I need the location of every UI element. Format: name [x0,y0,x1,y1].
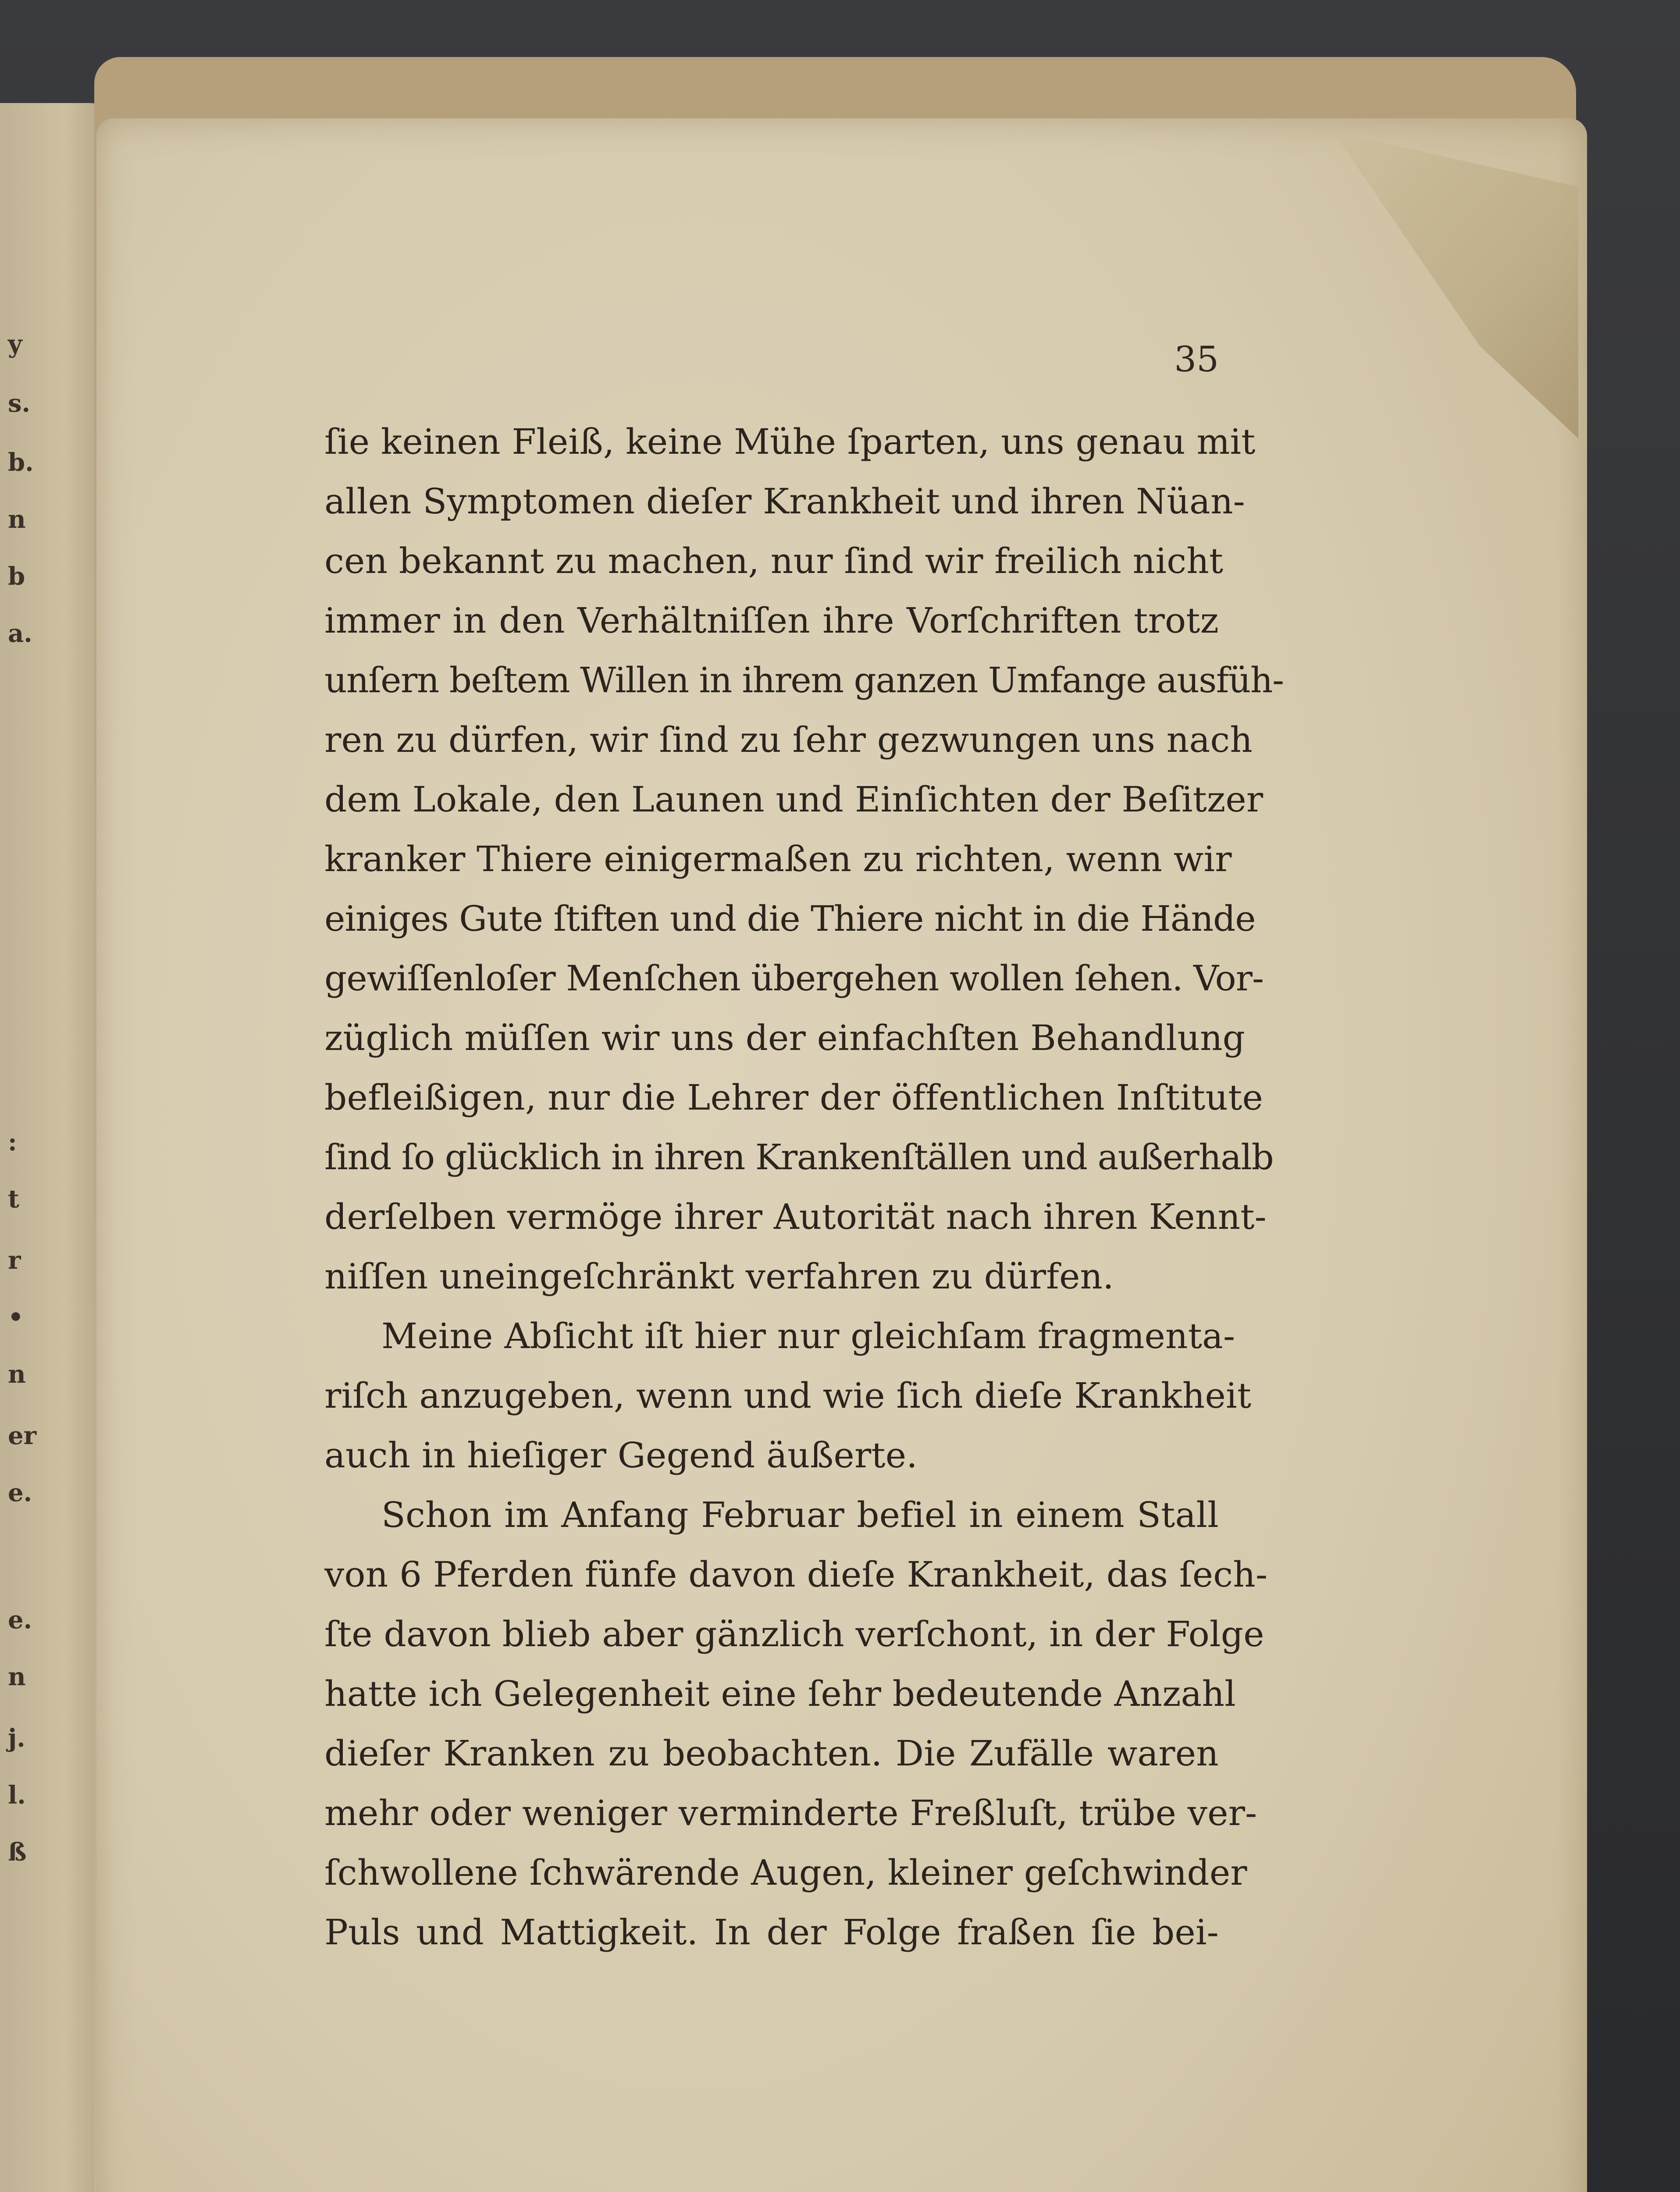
facing-fragment: • [8,1303,24,1332]
text-line: ren zu dürfen, wir ſind zu ſehr gezwungen uns nach [324,719,1253,760]
text-line: Puls und Mattigkeit. In der Folge fraßen ſie bei- [324,1912,1219,1953]
text-line: ſte davon blieb aber gänzlich verſchont, in der Folge [324,1614,1264,1655]
facing-fragment: j. [8,1724,25,1753]
text-line: cen bekannt zu machen, nur ſind wir freilich nicht [324,541,1224,581]
body-text [324,412,1284,1962]
text-line: befleißigen, nur die Lehrer der öffentlichen Inſtitute [324,1077,1264,1118]
text-line: immer in den Verhältniſſen ihre Vorſchriften trotz [324,600,1219,641]
paragraph [324,1306,1252,1485]
facing-fragment: l. [8,1781,26,1810]
facing-fragment: b. [8,448,34,477]
text-line: ſind ſo glücklich in ihren Krankenſtällen und außerhalb [324,1137,1274,1178]
text-line: von 6 Pferden fünfe davon dieſe Krankheit, das ſech- [324,1554,1268,1595]
text-line: einiges Gute ſtiften und die Thiere nicht in die Hände [324,898,1256,939]
text-line: gewiſſenloſer Menſchen übergehen wollen ſehen. Vor- [324,958,1264,999]
facing-fragment: e. [8,1605,32,1634]
text-line: ſchwollene ſchwärende Augen, kleiner geſchwinder [324,1852,1247,1893]
facing-fragment: n [8,1662,26,1691]
facing-fragment: ß [8,1838,27,1867]
facing-fragment: y [8,330,22,359]
text-line: auch in hieſiger Gegend äußerte. [324,1435,918,1476]
facing-fragment: n [8,505,26,534]
facing-fragment: : [8,1128,17,1156]
page-number: 35 [1174,339,1219,380]
facing-fragment: a. [8,619,32,648]
text-line: unſern beſtem Willen in ihrem ganzen Umfange ausfüh- [324,660,1284,701]
facing-fragment: n [8,1360,26,1389]
text-line: dieſer Kranken zu beobachten. Die Zufälle waren [324,1733,1219,1774]
text-line: mehr oder weniger verminderte Freßluſt, trübe ver- [324,1793,1257,1833]
text-line: riſch anzugeben, wenn und wie ſich dieſe Krankheit [324,1375,1252,1416]
facing-fragment: er [8,1421,37,1450]
facing-fragment: r [8,1246,21,1275]
text-line: züglich müſſen wir uns der einfachſten Behandlung [324,1018,1246,1058]
text-line: Schon im Anfang Februar befiel in einem Stall [381,1495,1219,1535]
text-line: allen Symptomen dieſer Krankheit und ihren Nüan- [324,481,1245,522]
facing-fragment: t [8,1185,19,1213]
text-line: Meine Abſicht iſt hier nur gleichſam fragmenta- [381,1316,1235,1356]
facing-fragment: e. [8,1478,32,1507]
text-line: kranker Thiere einigermaßen zu richten, wenn wir [324,839,1232,879]
facing-fragment: b [8,562,25,591]
paragraph [324,1485,1268,1962]
paragraph [324,412,1284,1306]
text-line: hatte ich Gelegenheit eine ſehr bedeutende Anzahl [324,1673,1236,1714]
text-line: derſelben vermöge ihrer Autorität nach ihren Kennt- [324,1196,1267,1237]
text-line: niſſen uneingeſchränkt verfahren zu dürfen. [324,1256,1114,1297]
facing-fragment: s. [8,389,31,418]
text-line: dem Lokale, den Launen und Einſichten der Beſitzer [324,779,1264,820]
text-line: ſie keinen Fleiß, keine Mühe ſparten, uns genau mit [324,421,1256,462]
